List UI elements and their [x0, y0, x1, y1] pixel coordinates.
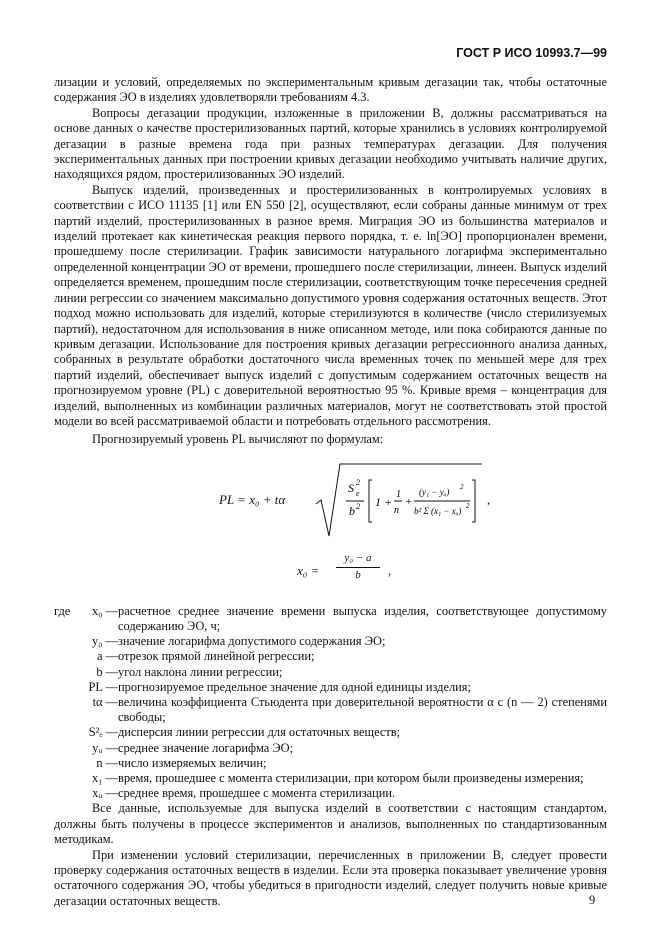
definition-row	[54, 725, 607, 740]
formula-x0-lhs: x₀ =	[297, 562, 320, 578]
formula-inner-num: (y₁ − yᵤ)	[419, 486, 450, 497]
formula-b: b	[349, 503, 355, 518]
definition-symbol: PL —	[88, 679, 118, 694]
formula-x0-num: y₀ − a	[336, 551, 380, 568]
formula-inner-den: b² Σ (x₁ − xᵤ)	[414, 505, 462, 516]
definition-text: среднее значение логарифма ЭО;	[118, 740, 294, 755]
definition-text: величина коэффициента Стьюдента при доверительной вероятности α с (n — 2) степенями свободы;	[118, 694, 607, 725]
paragraph-data-requirements: Все данные, используемые для выпуска изделий в соответствии с настоящим стандартом, должны быть получены в процессе экспериментов и анализов, выполненных по стандартизованным методикам.	[54, 801, 607, 847]
definition-row	[54, 634, 607, 649]
page-number: 9	[589, 893, 596, 907]
definitions-list	[54, 604, 607, 802]
definition-symbol: tα —	[92, 694, 118, 709]
formula-pl-comma: ,	[487, 491, 491, 507]
definition-row	[54, 756, 607, 771]
definition-row	[54, 649, 607, 664]
paragraph-continuation: лизации и условий, определяемых по экспериментальным кривым дегазации так, чтобы остаточные содержания ЭО в изделиях удовлетворяли требованиям 4.3.	[54, 75, 607, 105]
formula-s: S	[348, 480, 354, 495]
formula-inner-den-sup: 2	[466, 501, 470, 510]
paragraph-condition-changes: При изменении условий стерилизации, перечисленных в приложении В, следует провести проверку содержания остаточных веществ в изделии. Если эта проверка показывает увеличение уровня остаточного содержания ЭО, чтобы убедиться в пригодности изделий, следует получить новые кривые дегазации остаточных веществ.	[54, 847, 607, 908]
formula-s-sub: e	[356, 488, 360, 498]
formula-x0-comma: ,	[388, 562, 392, 578]
formula-plus: +	[405, 495, 413, 508]
definition-symbol: x₁ —	[91, 770, 118, 785]
definition-row	[54, 680, 607, 695]
definition-text: прогнозируемое предельное значение для одной единицы изделия;	[118, 679, 471, 694]
formula-b-sup: 2	[356, 501, 360, 511]
definitions-intro: где	[54, 603, 71, 618]
definition-row	[54, 771, 607, 786]
formula-pl-lhs: PL = x₀ + tα	[219, 491, 286, 507]
formula-x0-fraction	[336, 551, 380, 584]
paragraph-release: Выпуск изделий, произведенных и простерилизованных в контролируемых условиях в соответствии с ИСО 11135 [1] или EN 550 [2], осуществляют, если собраны данные минимум от трех партий изделий, простерилизованных в разное время. Миграция ЭО из большинства материалов и изделий протекает как кинетическая реакция первого порядка, т. е. ln[ЭО] пропорционален времени, прошедшему после стерилизации. График зависимости натурального логарифма экспериментально определенной концентрации ЭО от времени, прошедшего после стерилизации, линеен. Выпуск изделий определяется временем, прошедшим после стерилизации, соответствующим точке пересечения средней линии регрессии со значением максимально допустимого уровня содержания остаточных веществ. Этот подход можно использовать для изделий, которые стерилизуются в количестве (число стерилизуемых партий), недостаточном для использования в ниже описанном методе, или пока собираются данные по кривым дегазации. Использование для построения кривых дегазации регрессионного анализа данных, собранных в результате обработки достаточного числа временных точек по меньшей мере для трех партий изделий, обеспечивает выпуск изделий с допустимым содержанием остаточных веществ на прогнозируемом уровне (PL) с доверительной вероятностью 95 %. Кривые время – концентрация для изделий, выполненных из комбинации различных материалов, могут не соответствовать этой простой модели во всей рассматриваемой области и потребовать отдельного рассмотрения.	[54, 182, 607, 428]
formula-inner-num-sup: 2	[460, 482, 464, 491]
formula-x0-den: b	[355, 569, 361, 582]
page-body	[54, 75, 607, 909]
formula-pl	[54, 460, 607, 542]
formula-n: n	[394, 504, 399, 516]
definition-row	[54, 604, 607, 634]
definition-text: время, прошедшее с момента стерилизации, при котором были произведены измерения;	[118, 770, 584, 785]
definition-text: отрезок прямой линейной регрессии;	[118, 649, 315, 664]
formula-pl-radical	[314, 460, 484, 542]
definition-row	[54, 786, 607, 801]
definition-symbol: yᵤ —	[92, 740, 118, 755]
definition-text: среднее время, прошедшее с момента стерилизации.	[118, 786, 396, 801]
definition-text: расчетное среднее значение времени выпуска изделия, соответствующее допустимому содержанию ЭО, ч;	[118, 603, 607, 633]
document-header: ГОСТ Р ИСО 10993.7—99	[456, 46, 607, 60]
definition-symbol: S²ₑ —	[88, 725, 118, 740]
formula-s-sup: 2	[356, 477, 360, 487]
definition-text: угол наклона линии регрессии;	[118, 664, 283, 679]
formula-x0	[54, 550, 607, 590]
definition-symbol: b —	[96, 664, 118, 679]
definition-row	[54, 741, 607, 756]
definition-row	[54, 695, 607, 725]
definition-symbol: x₀ —	[91, 603, 118, 618]
definition-symbol: xᵤ —	[92, 786, 118, 801]
definition-text: дисперсия линии регрессии для остаточных веществ;	[118, 725, 401, 740]
definition-row	[54, 665, 607, 680]
definition-symbol: n —	[96, 755, 118, 770]
definition-text: число измеряемых величин;	[118, 755, 267, 770]
paragraph-pl-intro: Прогнозируемый уровень PL вычисляют по формулам:	[92, 432, 384, 447]
definition-text: значение логарифма допустимого содержания ЭО;	[118, 634, 386, 649]
formula-one-n-num: 1	[396, 488, 401, 500]
formula-one: 1 +	[375, 494, 393, 509]
definition-symbol: y₀ —	[91, 634, 118, 649]
definition-symbol: a —	[97, 649, 118, 664]
paragraph-degassing: Вопросы дегазации продукции, изложенные в приложении В, должны рассматриваться на основе данных о качестве простерилизованных партий, которые хранились в условиях контролируемой дегазации в разные времена года при разных температурах дегазации. Для получения экспериментальных данных при построении кривых дегазации необходимо учитывать наличие других, находящихся рядом, простерилизованных ЭО изделий.	[54, 105, 607, 182]
